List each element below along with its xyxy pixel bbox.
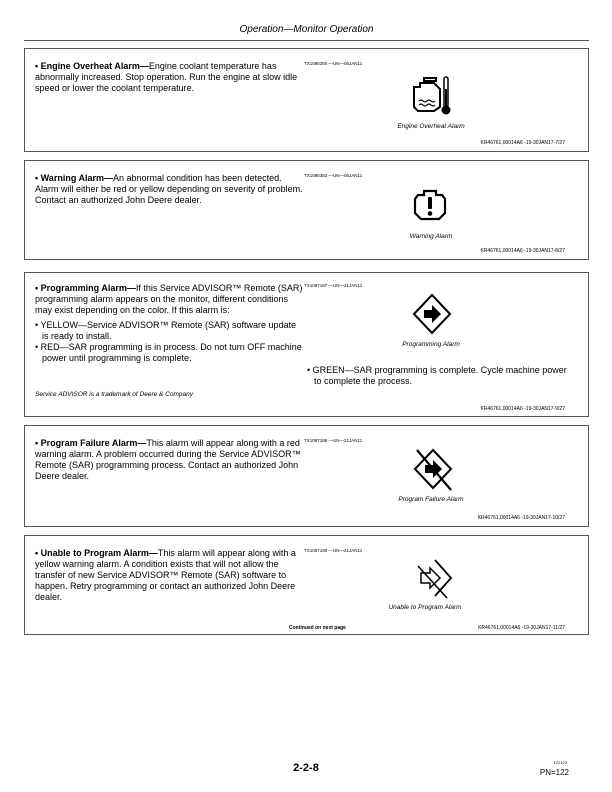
unable-to-program-icon [409, 556, 455, 607]
figure-id: TX1087190 —UN—21JAN11 [304, 548, 363, 553]
figure-caption: Warning Alarm [409, 233, 453, 240]
reference-code: KR46761,00014A6 -19-30JAN17-8/27 [480, 248, 565, 254]
section-warning-alarm [24, 160, 589, 260]
section-program-failure [24, 425, 589, 527]
section-body: An abnormal condition has been detected. Alarm will either be red or yellow depending on severity of problem. Contact an authorized John Deere dealer. [35, 173, 303, 205]
list-item: • RED—SAR programming is in process. Do not turn OFF machine power until programming is complete. [35, 342, 302, 363]
section-body: This alarm will appear along with a red warning alarm. A problem occurred during the Service ADVISOR™ Remote (SAR) programming process. Contact an authorized John Deere dealer. [35, 438, 301, 481]
section-engine-overheat [24, 48, 589, 152]
warning-alarm-icon [412, 185, 448, 228]
section-title: • Programming Alarm— [35, 283, 136, 293]
section-unable-to-program [24, 535, 589, 635]
figure-caption: Programming Alarm [402, 341, 460, 348]
section-text [35, 548, 305, 603]
section-programming-alarm [24, 272, 589, 417]
trademark-note: Service ADVISOR is a trademark of Deere & Company [35, 391, 193, 398]
figure-id: TX1086352 —UN—06JAN11 [304, 173, 363, 178]
reference-code: KR46761,00014A6 -19-30JAN17-10/27 [477, 515, 565, 521]
engine-overheat-icon [410, 73, 452, 122]
section-title: • Unable to Program Alarm— [35, 548, 158, 558]
bullet-right: • GREEN—SAR programming is complete. Cycle machine power to complete the process. [307, 365, 567, 386]
continued-note: Continued on next page [289, 625, 346, 631]
programming-alarm-icon [412, 293, 452, 340]
pn-number: PN=122 [539, 768, 569, 777]
section-title: • Program Failure Alarm— [35, 438, 147, 448]
section-text [35, 438, 305, 482]
section-body: Engine coolant temperature has abnormally increased. Stop operation. Run the engine at slow idle speed or lower the coolant temperature. [35, 61, 298, 93]
program-failure-icon [411, 446, 455, 497]
reference-code: KR46761,00014A6 -19-30JAN17-9/27 [480, 406, 565, 412]
figure-id: TX1086350 —UN—06JAN11 [304, 61, 363, 66]
section-body: If this Service ADVISOR™ Remote (SAR) programming alarm appears on the monitor, different conditions may exist depending on the color. If this alarm is: [35, 283, 303, 315]
section-text [35, 173, 305, 206]
figure-id: TX1087189 —UN—21JAN11 [304, 438, 363, 443]
section-body: This alarm will appear along with a yellow warning alarm. A condition exists that will not allow the transfer of new Service ADVISOR™ Remote (SAR) software to happen. Retry programming or contact an authorized John Deere dealer. [35, 548, 296, 602]
figure-caption: Engine Overheat Alarm [397, 123, 465, 130]
figure-caption: Program Failure Alarm [398, 496, 464, 503]
reference-code: KR46761,00014A6 -19-30JAN17-11/27 [478, 625, 565, 631]
section-title: • Engine Overheat Alarm— [35, 61, 149, 71]
list-item: • YELLOW—Service ADVISOR™ Remote (SAR) software update is ready to install. [35, 320, 297, 341]
page-number: 2-2-8 [293, 762, 319, 774]
page-header: Operation—Monitor Operation [24, 20, 589, 41]
bullet-list [35, 320, 305, 364]
reference-code: KR46761,00014A6 -19-30JAN17-7/27 [480, 140, 565, 146]
figure-caption: Unable to Program Alarm [388, 604, 462, 611]
section-text [35, 61, 305, 94]
footer-code: 122122 [553, 760, 567, 765]
figure-id: TX1087187 —UN—21JAN11 [304, 283, 363, 288]
section-title: • Warning Alarm— [35, 173, 113, 183]
section-text [35, 283, 305, 364]
